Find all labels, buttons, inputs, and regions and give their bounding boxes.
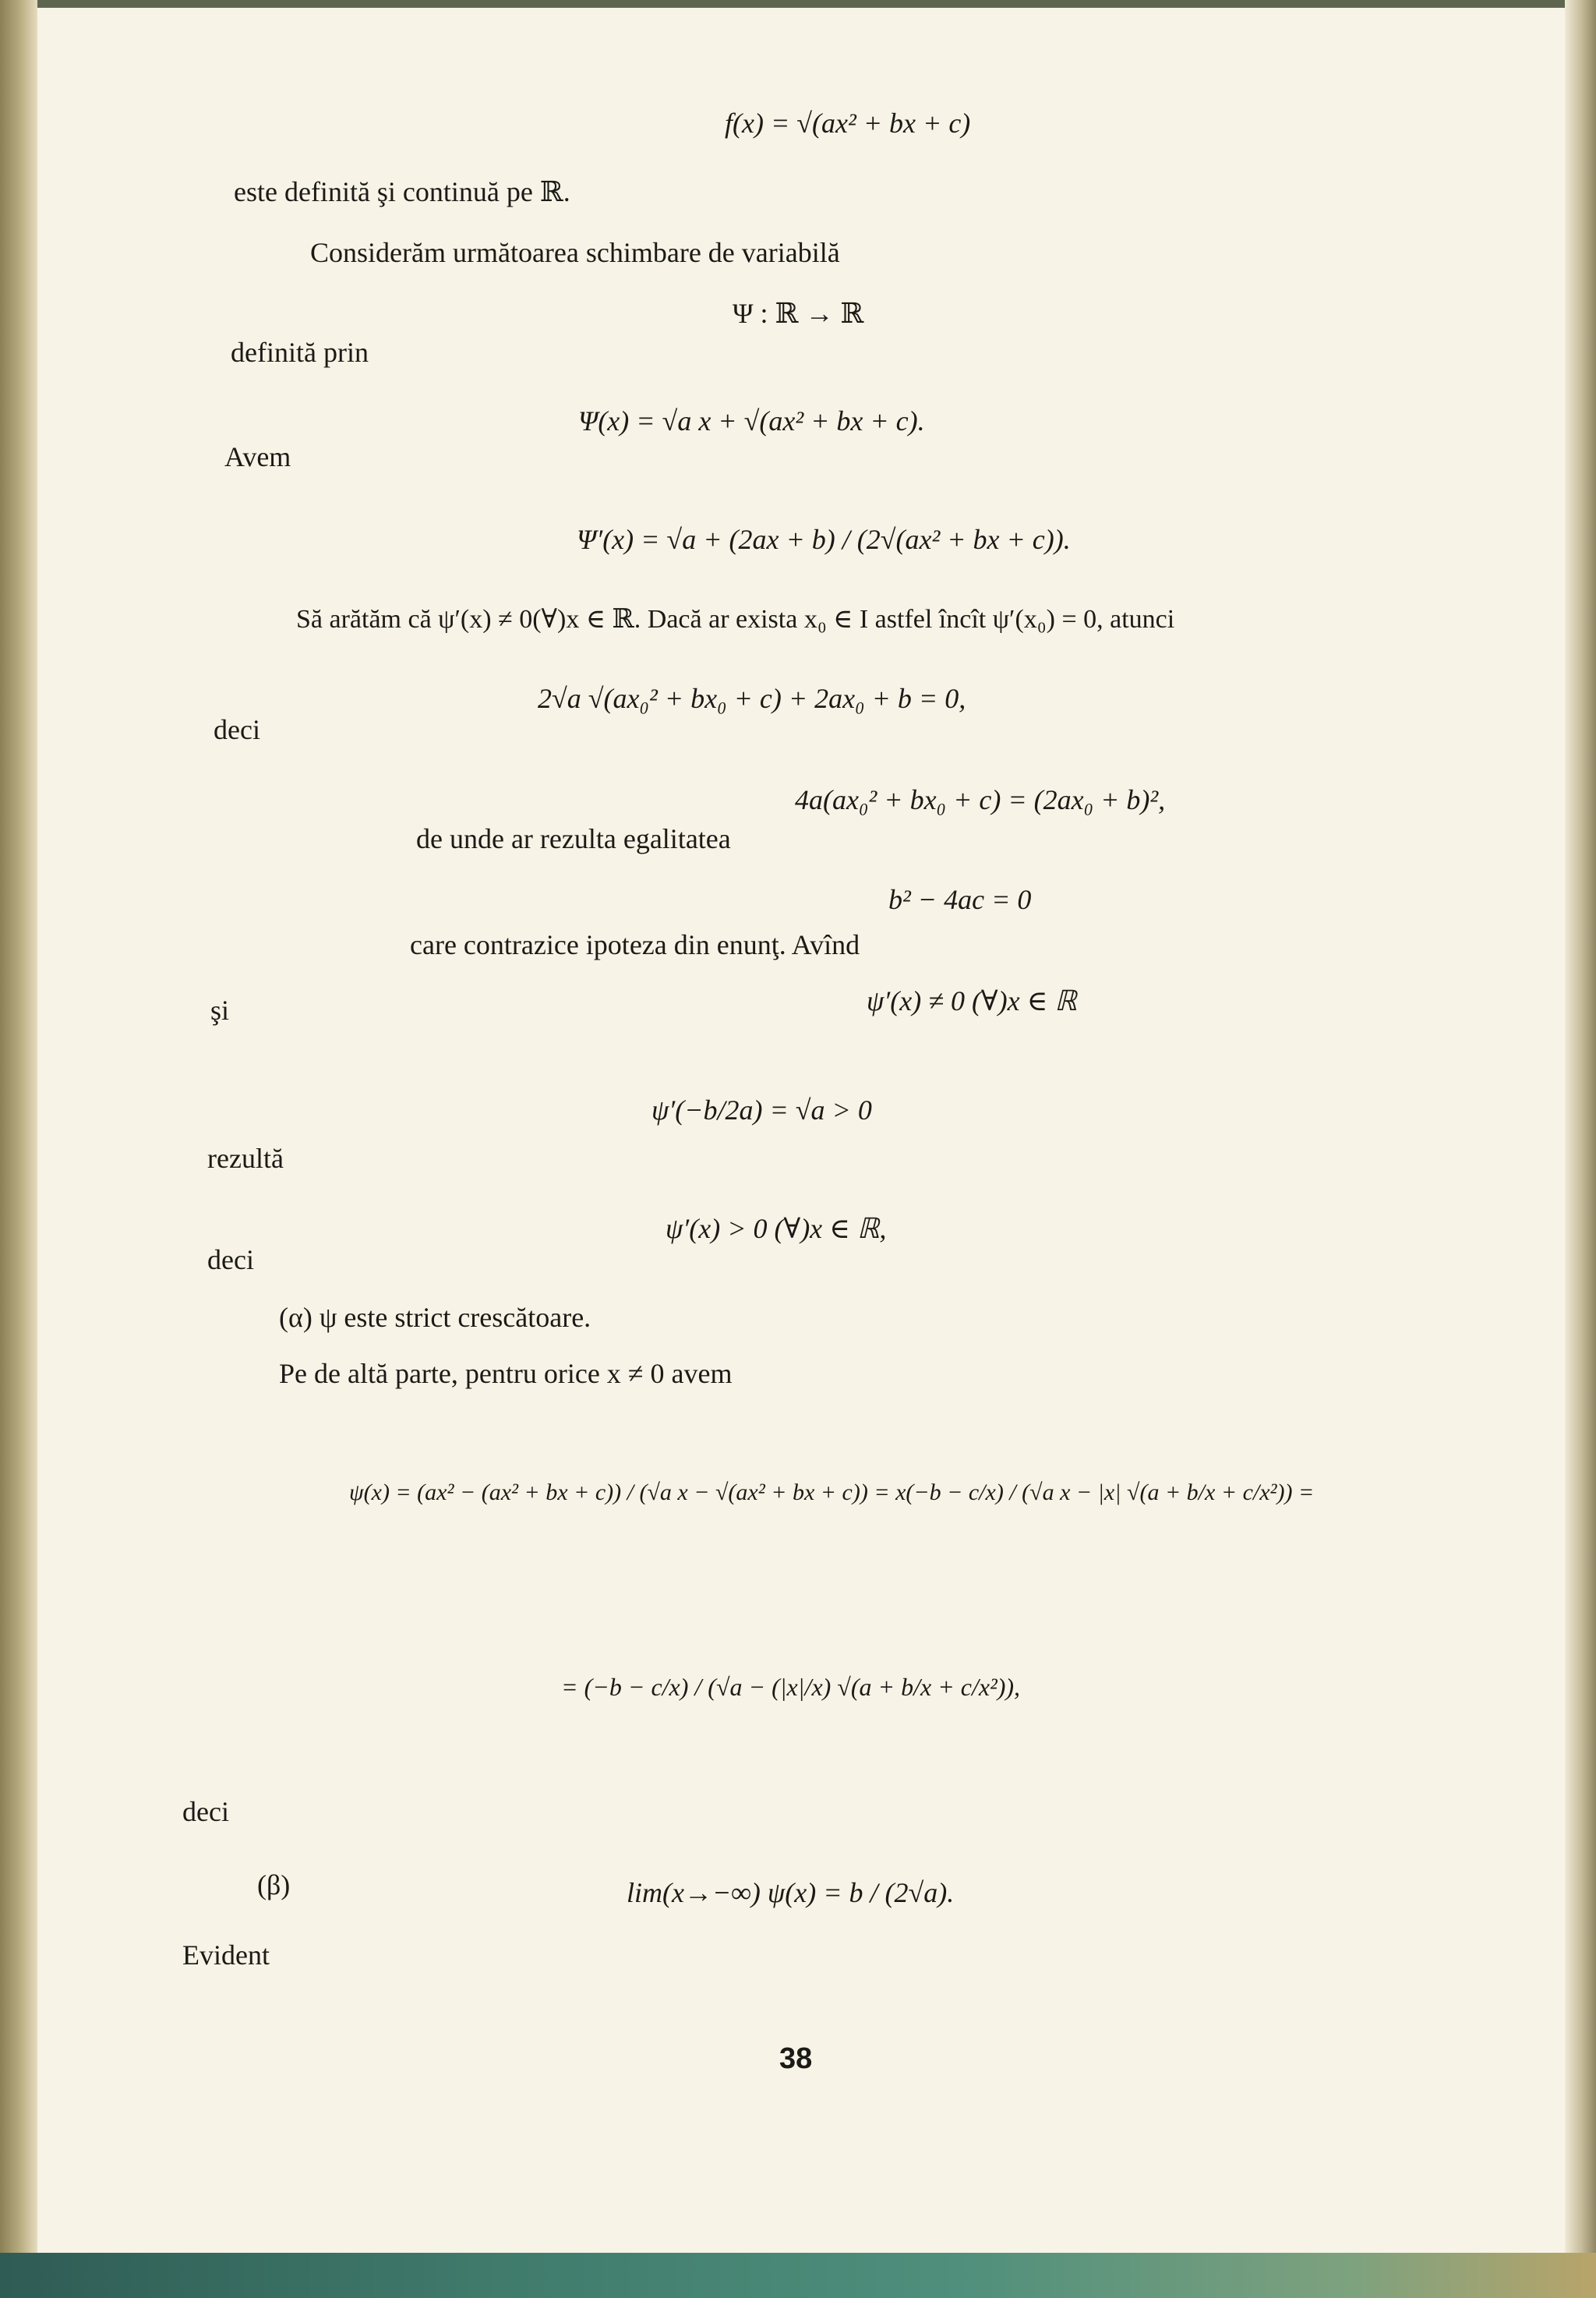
equation-squared: 4a(ax₀² + bx₀ + c) = (2ax₀ + b)²,	[795, 784, 1166, 815]
text-deci-1: deci	[214, 714, 260, 745]
text-schimbare-variabila: Considerăm următoarea schimbare de variabilă	[310, 237, 840, 268]
equation-psi-simplified: = (−b − c/x) / (√a − (|x|/x) √(a + b/x + c/x²)),	[561, 1673, 1020, 1701]
text-de-unde: de unde ar rezulta egalitatea	[416, 823, 731, 854]
text-si: şi	[210, 995, 230, 1026]
page-right-edge	[1565, 0, 1596, 2298]
label-beta: (β)	[257, 1869, 291, 1900]
text-contrazice: care contrazice ipoteza din enunţ. Avînd	[410, 929, 860, 960]
equation-derivative-at-vertex: ψ′(−b/2a) = √a > 0	[651, 1094, 872, 1126]
equation-f-definition: f(x) = √(ax² + bx + c)	[725, 108, 971, 139]
text-pe-de-alta-parte: Pe de altă parte, pentru orice x ≠ 0 avem	[279, 1358, 733, 1389]
page-number: 38	[779, 2042, 813, 2075]
text-sa-aratam: Să arătăm că ψ′(x) ≠ 0(∀)x ∈ ℝ. Dacă ar exista x₀ ∈ I astfel încît ψ′(x₀) = 0, atunci	[296, 605, 1175, 634]
text-alpha-strict-crescatoare: (α) ψ este strict crescătoare.	[279, 1302, 591, 1333]
equation-psi-map: Ψ : ℝ → ℝ	[733, 298, 864, 329]
equation-derivative-positive: ψ′(x) > 0 (∀)x ∈ ℝ,	[666, 1213, 887, 1244]
equation-limit: lim(x→−∞) ψ(x) = b / (2√a).	[627, 1877, 955, 1908]
text-deci-3: deci	[182, 1796, 229, 1827]
equation-psi-rewrite: ψ(x) = (ax² − (ax² + bx + c)) / (√a x − √(ax² + bx + c)) = x(−b − c/x) / (√a x − |x| √(a + b/x + c/x²)) =	[349, 1480, 1315, 1505]
equation-radical-sum: 2√a √(ax₀² + bx₀ + c) + 2ax₀ + b = 0,	[538, 683, 966, 714]
text-rezulta: rezultă	[207, 1143, 284, 1174]
text-definita-continua: este definită şi continuă pe ℝ.	[234, 176, 570, 207]
binding-shadow	[0, 0, 37, 2298]
text-avem: Avem	[224, 441, 291, 472]
text-deci-2: deci	[207, 1244, 254, 1275]
book-cover-strip	[0, 2253, 1596, 2298]
equation-discriminant: b² − 4ac = 0	[888, 884, 1032, 915]
text-definita-prin: definită prin	[231, 337, 369, 368]
text-evident: Evident	[182, 1939, 270, 1971]
equation-derivative-nonzero: ψ′(x) ≠ 0 (∀)x ∈ ℝ	[867, 985, 1077, 1016]
equation-psi-derivative: Ψ′(x) = √a + (2ax + b) / (2√(ax² + bx + c)).	[577, 524, 1071, 555]
equation-psi-definition: Ψ(x) = √a x + √(ax² + bx + c).	[578, 405, 925, 437]
